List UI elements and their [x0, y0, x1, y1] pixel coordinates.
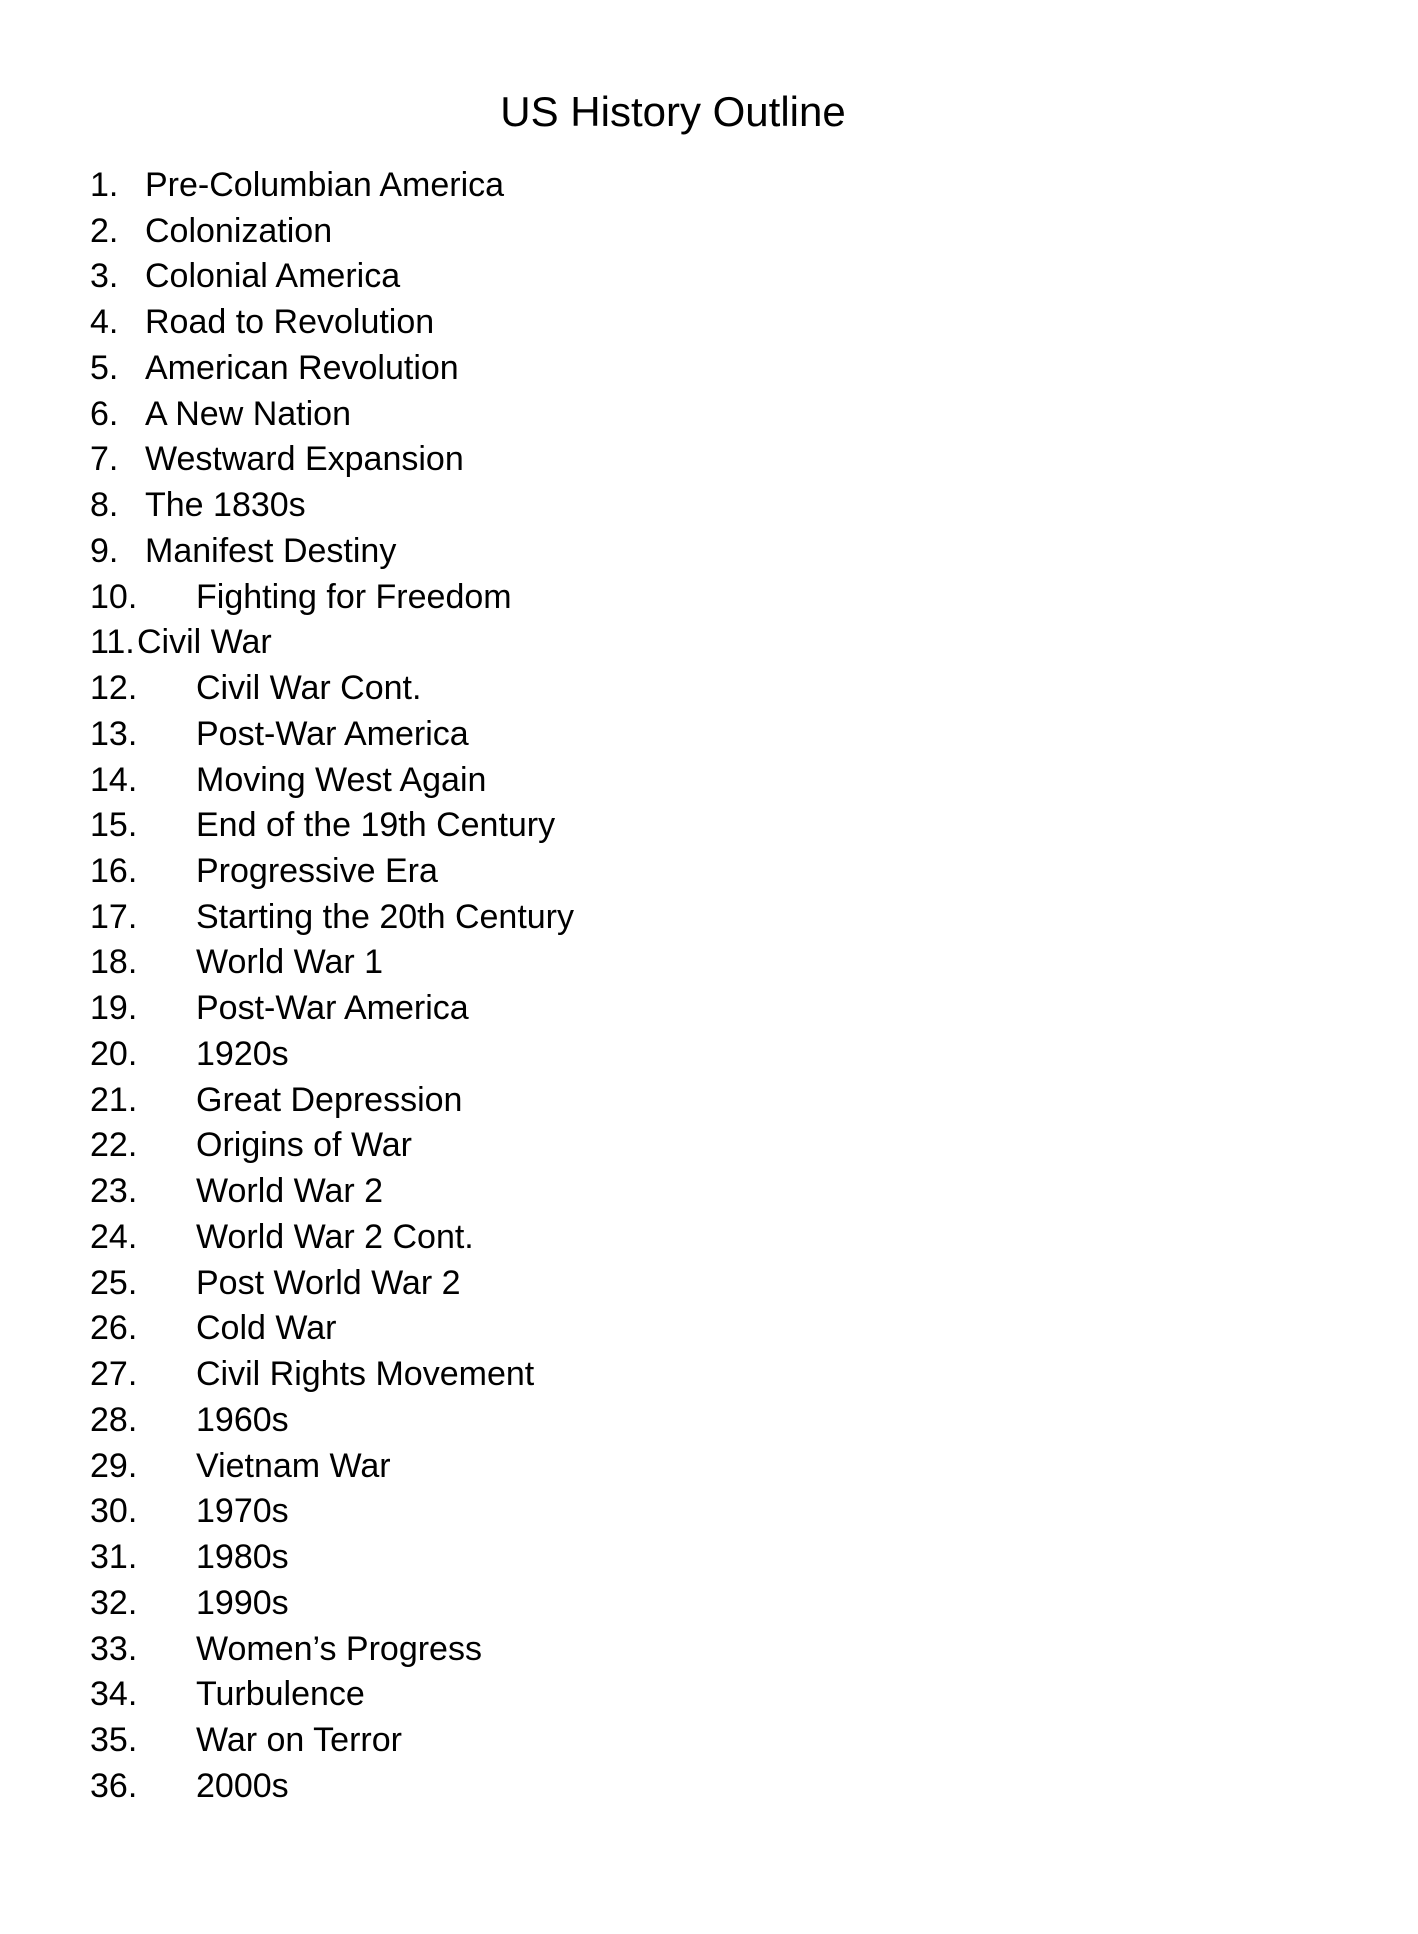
- list-item-number: 35.: [90, 1720, 138, 1759]
- list-item: [0, 1535, 1418, 1581]
- list-item-label: End of the 19th Century: [196, 806, 556, 845]
- list-item-label: 2000s: [196, 1766, 289, 1805]
- list-item-label: Cold War: [196, 1309, 337, 1348]
- list-item-label: World War 2: [196, 1172, 384, 1211]
- list-item-number: 4.: [90, 303, 119, 342]
- list-item: [0, 1123, 1418, 1169]
- list-item: [0, 1444, 1418, 1490]
- list-item-number: 22.: [90, 1126, 138, 1165]
- list-item-label: Colonial America: [145, 257, 401, 296]
- list-item-label: American Revolution: [145, 348, 459, 387]
- outline-list: [0, 163, 1418, 1809]
- list-item-label: A New Nation: [145, 394, 351, 433]
- list-item-number: 12.: [90, 669, 138, 708]
- list-item-number: 9.: [90, 531, 119, 570]
- list-item-label: World War 1: [196, 943, 384, 982]
- list-item-label: Westward Expansion: [145, 440, 464, 479]
- list-item: [0, 803, 1418, 849]
- list-item: [0, 254, 1418, 300]
- list-item-number: 1.: [90, 166, 119, 204]
- list-item-number: 15.: [90, 806, 138, 845]
- list-item-label: Turbulence: [196, 1675, 365, 1714]
- list-item: [0, 392, 1418, 438]
- list-item-label: Post-War America: [196, 989, 469, 1028]
- list-item-label: Post World War 2: [196, 1263, 461, 1302]
- list-item-number: 10.: [90, 577, 138, 616]
- list-item-number: 32.: [90, 1583, 138, 1622]
- list-item-label: Origins of War: [196, 1126, 413, 1165]
- list-item-label: Pre-Columbian America: [145, 166, 505, 204]
- list-item: [0, 1489, 1418, 1535]
- list-item: [0, 346, 1418, 392]
- list-item-number: 26.: [90, 1309, 138, 1348]
- list-item-number: 31.: [90, 1538, 138, 1577]
- list-item-label: Vietnam War: [196, 1446, 391, 1485]
- list-item-number: 7.: [90, 440, 119, 479]
- list-item-label: Fighting for Freedom: [196, 577, 512, 616]
- list-item-label: The 1830s: [145, 486, 306, 525]
- list-item: [0, 575, 1418, 621]
- list-item: [0, 712, 1418, 758]
- list-item-number: 24.: [90, 1217, 138, 1256]
- list-item-label: Civil War: [137, 623, 272, 662]
- list-item: [0, 849, 1418, 895]
- list-item-number: 19.: [90, 989, 138, 1028]
- list-item-number: 20.: [90, 1034, 138, 1073]
- list-item-number: 30.: [90, 1492, 138, 1531]
- list-item-label: 1960s: [196, 1400, 289, 1439]
- list-item: [0, 529, 1418, 575]
- list-item: [0, 1215, 1418, 1261]
- list-item-label: Moving West Again: [196, 760, 487, 799]
- list-item: [0, 1672, 1418, 1718]
- list-item-number: 11.: [90, 623, 135, 662]
- list-item: [0, 986, 1418, 1032]
- list-item-number: 2.: [90, 211, 119, 250]
- list-item-label: Road to Revolution: [145, 303, 435, 342]
- list-item-label: 1980s: [196, 1538, 289, 1577]
- list-item-label: World War 2 Cont.: [196, 1217, 474, 1256]
- list-item: [0, 620, 1418, 666]
- list-item-label: Civil War Cont.: [196, 669, 422, 708]
- list-item: [0, 758, 1418, 804]
- list-item-label: 1990s: [196, 1583, 289, 1622]
- list-item-label: Manifest Destiny: [145, 531, 397, 570]
- list-item: [0, 666, 1418, 712]
- list-item-number: 13.: [90, 714, 138, 753]
- list-item-label: Progressive Era: [196, 852, 438, 891]
- list-item: [0, 895, 1418, 941]
- list-item-number: 6.: [90, 394, 119, 433]
- list-item-number: 29.: [90, 1446, 138, 1485]
- list-item: [0, 300, 1418, 346]
- list-item-label: 1970s: [196, 1492, 289, 1531]
- list-item: [0, 1627, 1418, 1673]
- list-item-number: 8.: [90, 486, 119, 525]
- list-item-number: 23.: [90, 1172, 138, 1211]
- list-item: [0, 1581, 1418, 1627]
- list-item: [0, 483, 1418, 529]
- list-item-label: War on Terror: [196, 1720, 402, 1759]
- list-item-number: 5.: [90, 348, 119, 387]
- list-item: [0, 1032, 1418, 1078]
- list-item: [0, 1398, 1418, 1444]
- list-item-label: Colonization: [145, 211, 333, 250]
- list-item-label: 1920s: [196, 1034, 289, 1073]
- list-item-number: 21.: [90, 1080, 138, 1119]
- list-item-number: 17.: [90, 897, 138, 936]
- list-item: [0, 1352, 1418, 1398]
- list-item-number: 14.: [90, 760, 138, 799]
- list-item-number: 27.: [90, 1355, 138, 1394]
- list-item: [0, 1169, 1418, 1215]
- list-item: [0, 437, 1418, 483]
- list-item-number: 16.: [90, 852, 138, 891]
- list-item-number: 28.: [90, 1400, 138, 1439]
- list-item-number: 25.: [90, 1263, 138, 1302]
- list-item: [0, 1718, 1418, 1764]
- list-item: [0, 1764, 1418, 1810]
- list-item: [0, 940, 1418, 986]
- page-title: US History Outline: [500, 88, 846, 135]
- list-item-number: 3.: [90, 257, 119, 296]
- list-item: [0, 1261, 1418, 1307]
- list-item-number: 36.: [90, 1766, 138, 1805]
- list-item-label: Civil Rights Movement: [196, 1355, 535, 1394]
- list-item-label: Starting the 20th Century: [196, 897, 575, 936]
- list-item: [0, 209, 1418, 255]
- list-item-label: Post-War America: [196, 714, 469, 753]
- list-item-number: 33.: [90, 1629, 138, 1668]
- list-item: [0, 1078, 1418, 1124]
- list-item-number: 18.: [90, 943, 138, 982]
- list-item-number: 34.: [90, 1675, 138, 1714]
- list-item: [0, 1306, 1418, 1352]
- list-item: [0, 163, 1418, 209]
- list-item-label: Women’s Progress: [196, 1629, 482, 1668]
- list-item-label: Great Depression: [196, 1080, 463, 1119]
